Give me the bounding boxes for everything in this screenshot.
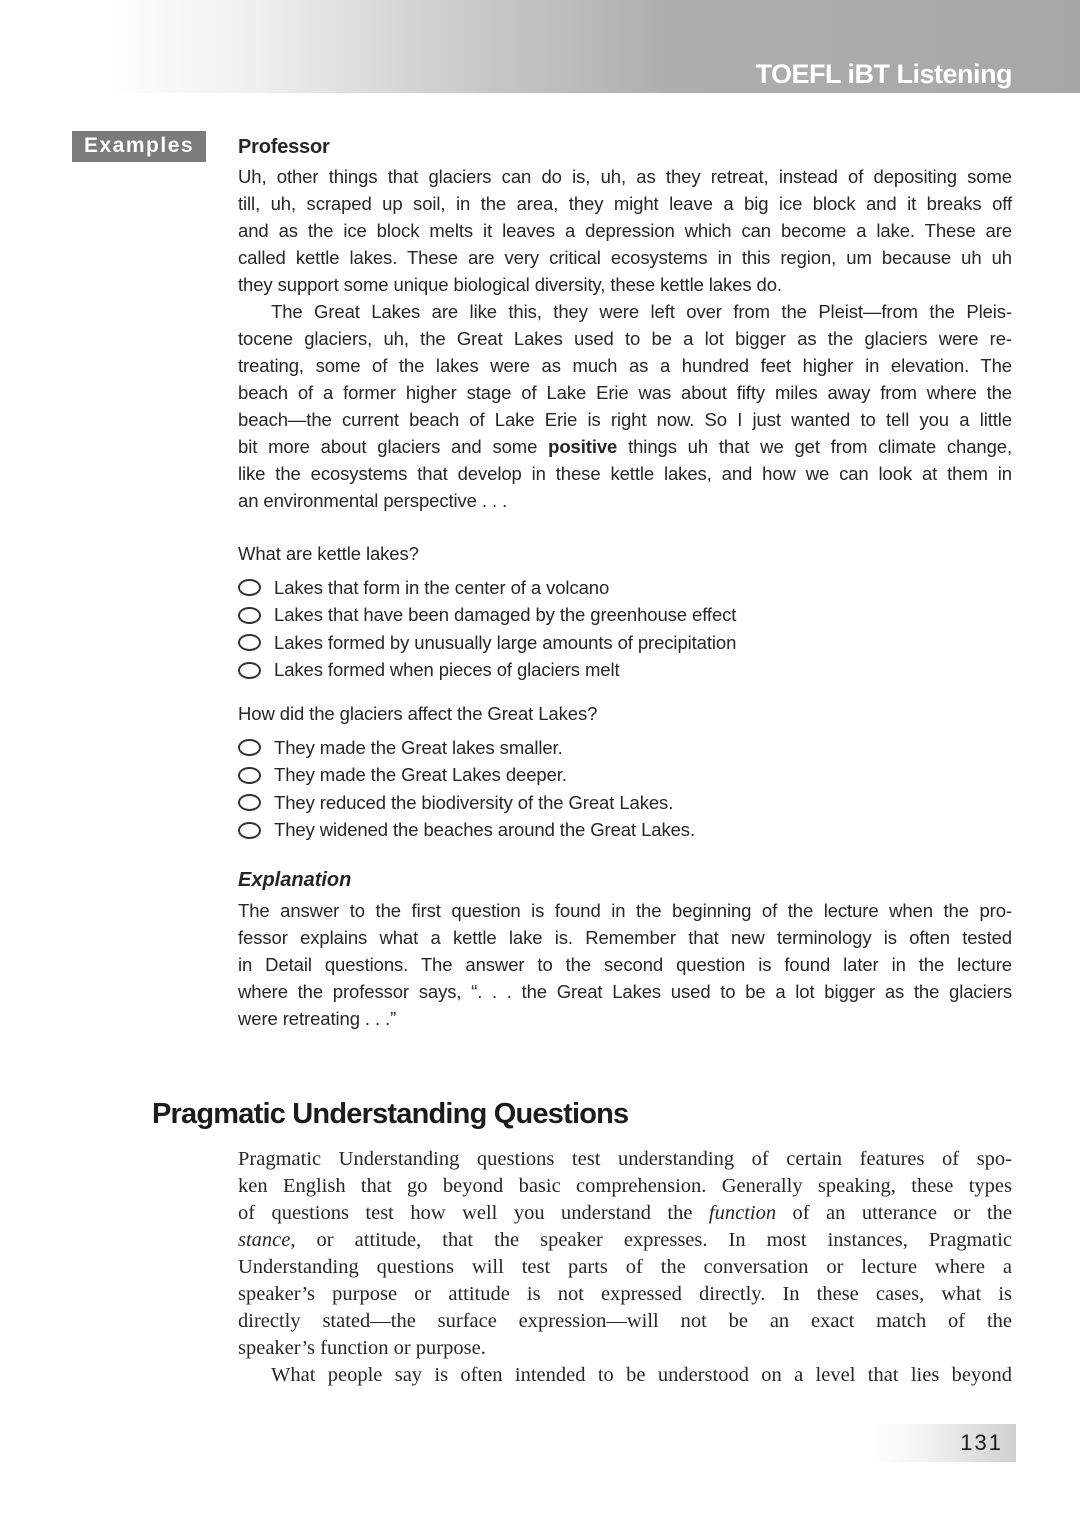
section-heading: Pragmatic Understanding Questions [152, 1098, 629, 1130]
answer-option-label: They made the Great lakes smaller. [274, 736, 563, 758]
answer-oval-icon [238, 634, 261, 651]
answer-oval-icon [238, 607, 261, 624]
answer-option [238, 789, 1012, 817]
question-1 [238, 540, 1012, 684]
explanation-heading: Explanation [238, 869, 352, 891]
page-number: 131 [960, 1430, 1003, 1455]
answer-option [238, 629, 1012, 657]
answer-oval-icon [238, 662, 261, 679]
header-band [0, 0, 1080, 93]
answer-option-label: Lakes formed by unusually large amounts of precipitation [274, 631, 737, 653]
answer-option [238, 602, 1012, 630]
section-paragraph-2: What people say is often intended to be understood on a level that lies beyond [271, 1364, 1012, 1386]
section-paragraph-1: Pragmatic Understanding questions test understanding of certain features of spo- ken English that go beyond basic comprehension. Generally speaking, these types of questions test how well you understand the function of an utterance or the stance, or attitude, that the speaker expresses. In most instances, Pragmatic Understanding questions will test parts of the conversation or lecture where a speaker’s purpose or attitude is not expressed directly. In these cases, what is directly stated—the surface expression—will not be an exact match of the speaker’s function or purpose. [238, 1148, 1012, 1359]
lecture-paragraph-2: The Great Lakes are like this, they were left over from the Pleist—from the Pleis- tocene glaciers, uh, the Great Lakes used to be a lot bigger as the glaciers were re- treating, some of the lakes were as much as a hundred feet higher in elevation. The beach of a former higher stage of Lake Erie was about fifty miles away from where the beach—the current beach of Lake Erie is right now. So I just wanted to tell you a little bit more about glaciers and some positive things uh that we get from climate change, like the ecosystems that develop in these kettle lakes, and how we can look at them in an environmental perspective . . . [238, 301, 1013, 511]
question-1-options [238, 574, 1012, 684]
answer-option-label: Lakes that form in the center of a volcano [274, 576, 610, 598]
question-2-options [238, 734, 1012, 844]
answer-option [238, 817, 1012, 845]
answer-oval-icon [238, 739, 261, 756]
question-2-text: How did the glaciers affect the Great Lakes? [238, 703, 598, 724]
page-number-box [870, 1424, 1016, 1462]
explanation-paragraph: The answer to the first question is found in the beginning of the lecture when the pro- fessor explains what a kettle lake is. Remember that new terminology is often tested in Detail questions. The answer to the second question is found later in the lecture where the professor says, “. . . the Great Lakes used to be a lot bigger as the glaciers were retreating . . .” [238, 900, 1012, 1029]
question-1-text: What are kettle lakes? [238, 543, 419, 564]
answer-oval-icon [238, 822, 261, 839]
question-2 [238, 700, 1012, 844]
answer-option-label: They reduced the biodiversity of the Great Lakes. [274, 791, 674, 813]
answer-option-label: Lakes formed when pieces of glaciers melt [274, 659, 620, 681]
answer-oval-icon [238, 579, 261, 596]
main-content [152, 93, 1013, 1389]
answer-option-label: They made the Great Lakes deeper. [274, 764, 567, 786]
examples-label: Examples [72, 131, 206, 162]
answer-option [238, 574, 1012, 602]
answer-oval-icon [238, 794, 261, 811]
answer-oval-icon [238, 767, 261, 784]
answer-option [238, 762, 1012, 790]
lecture-paragraph-1: Uh, other things that glaciers can do is, uh, as they retreat, instead of depositing some till, uh, scraped up soil, in the area, they might leave a big ice block and it breaks off and as the ice block melts it leaves a depression which can become a lake. These are called kettle lakes. These are very critical ecosystems in this region, um because uh uh they support some unique biological diversity, these kettle lakes do. [238, 166, 1012, 295]
answer-option [238, 657, 1012, 685]
answer-option-label: They widened the beaches around the Great Lakes. [274, 819, 695, 841]
answer-option-label: Lakes that have been damaged by the greenhouse effect [274, 604, 737, 626]
header-title: TOEFL iBT Listening [755, 59, 1012, 89]
answer-option [238, 734, 1012, 762]
speaker-heading: Professor [238, 136, 330, 158]
